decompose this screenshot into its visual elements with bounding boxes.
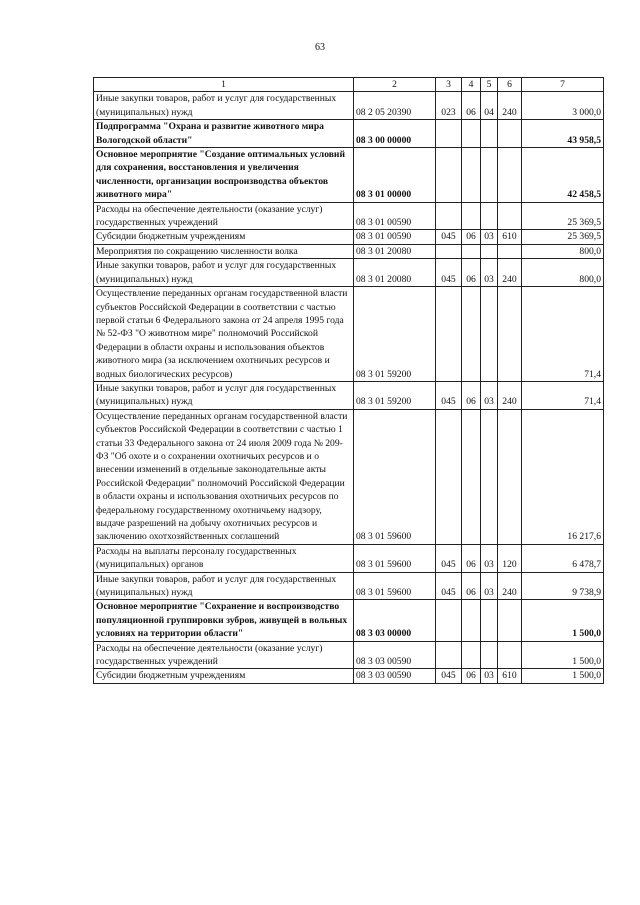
- row-name: Основное мероприятие "Создание оптимальных условий для сохранения, восстановления и увеличения численности, организации воспроизводства объектов животного мира": [94, 148, 354, 203]
- row-section-code: 06: [462, 572, 481, 600]
- row-ministry-code: [436, 202, 462, 230]
- row-target-code: 08 3 01 59200: [354, 381, 436, 409]
- row-subsection-code: [481, 244, 498, 258]
- row-subsection-code: 03: [481, 544, 498, 572]
- row-amount: 42 458,5: [522, 148, 604, 203]
- row-name: Иные закупки товаров, работ и услуг для государственных (муниципальных) нужд: [94, 572, 354, 600]
- row-expense-type-code: [498, 600, 522, 641]
- page-number: 63: [315, 42, 325, 53]
- row-ministry-code: 045: [436, 230, 462, 244]
- row-section-code: 06: [462, 669, 481, 683]
- row-subsection-code: 03: [481, 259, 498, 287]
- row-ministry-code: [436, 641, 462, 669]
- row-section-code: 06: [462, 92, 481, 120]
- row-ministry-code: [436, 409, 462, 544]
- table-row: [94, 148, 604, 203]
- table-header-row: [94, 78, 604, 92]
- row-expense-type-code: [498, 641, 522, 669]
- table-row: [94, 244, 604, 258]
- table-row: [94, 544, 604, 572]
- row-subsection-code: 03: [481, 572, 498, 600]
- row-name: Расходы на обеспечение деятельности (оказание услуг) государственных учреждений: [94, 641, 354, 669]
- table-row: [94, 641, 604, 669]
- row-name: Расходы на выплаты персоналу государственных (муниципальных) органов: [94, 544, 354, 572]
- row-section-code: [462, 409, 481, 544]
- row-name: Подпрограмма "Охрана и развитие животного мира Вологодской области": [94, 120, 354, 148]
- row-section-code: [462, 148, 481, 203]
- row-name: Основное мероприятие "Сохранение и воспроизводство популяционной группировки зубров, живущей в вольных условиях на территории области": [94, 600, 354, 641]
- row-subsection-code: [481, 641, 498, 669]
- row-target-code: 08 3 03 00590: [354, 669, 436, 683]
- table-row: [94, 230, 604, 244]
- row-target-code: 08 3 01 00000: [354, 148, 436, 203]
- row-ministry-code: 045: [436, 381, 462, 409]
- row-subsection-code: 04: [481, 92, 498, 120]
- row-ministry-code: 023: [436, 92, 462, 120]
- row-amount: 3 000,0: [522, 92, 604, 120]
- header-col-3: 3: [436, 78, 462, 92]
- row-ministry-code: 045: [436, 259, 462, 287]
- row-subsection-code: [481, 120, 498, 148]
- row-target-code: 08 3 00 00000: [354, 120, 436, 148]
- row-expense-type-code: [498, 409, 522, 544]
- row-amount: 16 217,6: [522, 409, 604, 544]
- row-section-code: 06: [462, 544, 481, 572]
- row-ministry-code: [436, 148, 462, 203]
- row-subsection-code: 03: [481, 381, 498, 409]
- row-name: Иные закупки товаров, работ и услуг для государственных (муниципальных) нужд: [94, 259, 354, 287]
- row-amount: 9 738,9: [522, 572, 604, 600]
- row-expense-type-code: 120: [498, 544, 522, 572]
- row-target-code: 08 3 01 00590: [354, 230, 436, 244]
- row-name: Субсидии бюджетным учреждениям: [94, 669, 354, 683]
- table-row: [94, 669, 604, 683]
- row-name: Расходы на обеспечение деятельности (оказание услуг) государственных учреждений: [94, 202, 354, 230]
- row-ministry-code: [436, 244, 462, 258]
- header-col-1: 1: [94, 78, 354, 92]
- row-amount: 25 369,5: [522, 202, 604, 230]
- row-amount: 1 500,0: [522, 669, 604, 683]
- row-amount: 800,0: [522, 244, 604, 258]
- row-amount: 1 500,0: [522, 641, 604, 669]
- row-amount: 800,0: [522, 259, 604, 287]
- row-expense-type-code: [498, 120, 522, 148]
- row-target-code: 08 2 05 20390: [354, 92, 436, 120]
- header-col-4: 4: [462, 78, 481, 92]
- row-expense-type-code: 610: [498, 669, 522, 683]
- row-subsection-code: [481, 148, 498, 203]
- row-section-code: [462, 287, 481, 382]
- row-target-code: 08 3 01 59600: [354, 544, 436, 572]
- row-section-code: 06: [462, 259, 481, 287]
- row-expense-type-code: 240: [498, 381, 522, 409]
- row-section-code: 06: [462, 230, 481, 244]
- row-name: Иные закупки товаров, работ и услуг для государственных (муниципальных) нужд: [94, 381, 354, 409]
- row-ministry-code: 045: [436, 544, 462, 572]
- row-target-code: 08 3 03 00000: [354, 600, 436, 641]
- table-row: [94, 259, 604, 287]
- header-col-6: 6: [498, 78, 522, 92]
- row-target-code: 08 3 01 59200: [354, 287, 436, 382]
- row-ministry-code: [436, 600, 462, 641]
- row-amount: 6 478,7: [522, 544, 604, 572]
- table-row: [94, 92, 604, 120]
- row-subsection-code: 03: [481, 230, 498, 244]
- row-expense-type-code: 240: [498, 572, 522, 600]
- row-amount: 43 958,5: [522, 120, 604, 148]
- row-target-code: 08 3 01 00590: [354, 202, 436, 230]
- row-subsection-code: [481, 409, 498, 544]
- row-subsection-code: [481, 600, 498, 641]
- row-target-code: 08 3 01 20080: [354, 244, 436, 258]
- row-name: Осуществление переданных органам государственной власти субъектов Российской Федерации в соответствии с частью 1 статьи 33 Федерального закона от 24 июля 2009 года № 209-ФЗ "Об охоте и о сохранении охотничьих ресурсов и о внесении изменений в отдельные законодательные акты Российской Федерации" полномочий Российской Федерации в области охраны и использования охотничьих ресурсов по федеральному государственному охотничьему надзору, выдаче разрешений на добычу охотничьих ресурсов и заключению охотхозяйственных соглашений: [94, 409, 354, 544]
- row-section-code: [462, 641, 481, 669]
- table-row: [94, 381, 604, 409]
- table-row: [94, 409, 604, 544]
- row-name: Иные закупки товаров, работ и услуг для государственных (муниципальных) нужд: [94, 92, 354, 120]
- row-name: Мероприятия по сокращению численности волка: [94, 244, 354, 258]
- table-row: [94, 572, 604, 600]
- table-row: [94, 202, 604, 230]
- row-expense-type-code: 610: [498, 230, 522, 244]
- row-amount: 71,4: [522, 381, 604, 409]
- row-subsection-code: [481, 287, 498, 382]
- table-row: [94, 600, 604, 641]
- row-ministry-code: 045: [436, 572, 462, 600]
- row-section-code: [462, 244, 481, 258]
- row-expense-type-code: [498, 202, 522, 230]
- row-section-code: [462, 600, 481, 641]
- row-expense-type-code: 240: [498, 259, 522, 287]
- row-ministry-code: 045: [436, 669, 462, 683]
- row-ministry-code: [436, 120, 462, 148]
- row-expense-type-code: [498, 244, 522, 258]
- row-ministry-code: [436, 287, 462, 382]
- table-row: [94, 287, 604, 382]
- row-section-code: [462, 120, 481, 148]
- row-expense-type-code: 240: [498, 92, 522, 120]
- row-amount: 71,4: [522, 287, 604, 382]
- row-target-code: 08 3 03 00590: [354, 641, 436, 669]
- row-target-code: 08 3 01 59600: [354, 409, 436, 544]
- row-target-code: 08 3 01 20080: [354, 259, 436, 287]
- table-row: [94, 120, 604, 148]
- row-section-code: [462, 202, 481, 230]
- row-amount: 25 369,5: [522, 230, 604, 244]
- row-section-code: 06: [462, 381, 481, 409]
- header-col-7: 7: [522, 78, 604, 92]
- budget-table: [93, 77, 604, 684]
- row-subsection-code: 03: [481, 669, 498, 683]
- row-name: Субсидии бюджетным учреждениям: [94, 230, 354, 244]
- row-subsection-code: [481, 202, 498, 230]
- row-target-code: 08 3 01 59600: [354, 572, 436, 600]
- header-col-5: 5: [481, 78, 498, 92]
- row-expense-type-code: [498, 148, 522, 203]
- row-expense-type-code: [498, 287, 522, 382]
- row-amount: 1 500,0: [522, 600, 604, 641]
- row-name: Осуществление переданных органам государственной власти субъектов Российской Федерации в соответствии с частью первой статьи 6 Федерального закона от 24 апреля 1995 года № 52-ФЗ "О животном мире" полномочий Российской Федерации в области охраны и использования объектов животного мира (за исключением охотничьих ресурсов и водных биологических ресурсов): [94, 287, 354, 382]
- header-col-2: 2: [354, 78, 436, 92]
